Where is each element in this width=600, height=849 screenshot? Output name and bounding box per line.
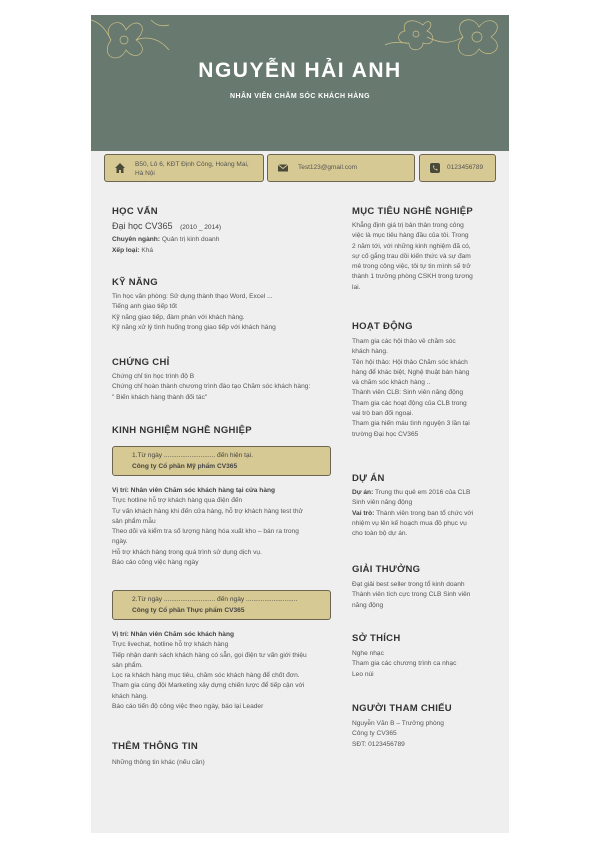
phone-icon (429, 162, 441, 174)
list-item: Báo cáo công việc hàng ngày (112, 559, 199, 567)
floral-decoration-icon (91, 15, 171, 65)
education-school-row (112, 221, 221, 233)
address-line: Hà Nội (135, 170, 155, 177)
education-heading: HỌC VẤN (112, 206, 158, 217)
list-item: Leo núi (352, 670, 374, 678)
list-item: ngày. (112, 538, 128, 546)
objective-heading: MỤC TIÊU NGHỀ NGHIỆP (352, 206, 474, 217)
job-period-box (112, 590, 331, 620)
references-heading: NGƯỜI THAM CHIẾU (352, 703, 452, 714)
list-item: Lọc ra khách hàng mục tiêu, chăm sóc khách hàng để chốt đơn. (112, 672, 300, 680)
list-item: " Biến khách hàng thành đối tác" (112, 393, 208, 401)
list-item: Tin học văn phòng: Sử dụng thành thạo Word, Excel ... (112, 293, 273, 300)
activities-heading: HOẠT ĐỘNG (352, 321, 413, 332)
list-item: khách hàng. (112, 692, 148, 700)
list-item: Trực livechat, hotline hỗ trợ khách hàng (112, 641, 229, 649)
job-company: Công ty Cổ phần Thực phẩm CV365 (132, 607, 245, 614)
hobbies-text (352, 649, 456, 680)
list-item: Tiếng anh giao tiếp tốt (112, 303, 178, 311)
list-item: Trực hotline hỗ trợ khách hàng qua điện đến (112, 497, 243, 505)
resume-page (91, 15, 509, 833)
projects-text: Dự án: Trung thu quê em 2016 của CLB Sinh viên năng động Vai trò: Thành viên trong ban tổ chức với nhiệm vụ lên kế hoạch mua đồ phục vụ cho toàn bộ dự án. (352, 489, 474, 538)
phone-text[interactable]: 0123456789 (447, 164, 484, 171)
education-major: Chuyên ngành: Quản trị kinh doanh (112, 236, 220, 243)
school-years: (2010 _ 2014) (180, 224, 222, 231)
job-period: 1.Từ ngày ............................ đến hiện tại. (132, 452, 253, 459)
activities-text: Tham gia các hội thảo về chăm sóc khách hàng. Tên hội thảo: Hội thảo Chăm sóc khách hàng để khác biệt, Nghệ thuật bán hàng và chăm sóc khách hàng .. Thành viên CLB: Sinh viên năng động Tham gia các hoạt động của CLB trong vai trò ban đối ngoại. Tham gia hiến máu tình nguyện 3 lần tại trường Đại học CV365 (352, 338, 470, 438)
list-item: Kỹ năng giao tiếp, đàm phán với khách hàng. (112, 313, 245, 321)
contact-email (267, 154, 415, 182)
job-period-box (112, 446, 331, 476)
list-item: sản phẩm. (112, 661, 143, 669)
more-info-heading: THÊM THÔNG TIN (112, 741, 198, 752)
list-item: sản phẩm mẫu (112, 517, 156, 525)
candidate-name: NGUYỄN HẢI ANH (198, 59, 402, 82)
list-item: Theo dõi và kiểm tra số lượng hàng hóa xuất kho – bán ra trong (112, 528, 299, 536)
contact-phone (419, 154, 496, 182)
email-text[interactable]: Test123@gmail.com (298, 164, 357, 171)
list-item: Chứng chỉ hoàn thành chương trình đào tạo Chăm sóc khách hàng: (112, 383, 311, 391)
job-details (112, 630, 307, 712)
job-period: 2.Từ ngày ............................ đến ngày ............................ (132, 596, 298, 603)
list-item: Tham gia các chương trình ca nhạc (352, 660, 457, 668)
resume-header (91, 15, 509, 151)
floral-decoration-icon (383, 15, 509, 63)
school-name: Đại học CV365 (112, 221, 173, 231)
certificates-heading: CHỨNG CHỈ (112, 357, 170, 368)
hobbies-heading: SỞ THÍCH (352, 633, 401, 644)
skills-list (112, 292, 276, 333)
list-item: Chứng chỉ tin học trình độ B (112, 373, 195, 380)
mail-icon (277, 162, 289, 174)
job-position: Vị trí: Nhân viên Chăm sóc khách hàng (112, 631, 235, 638)
skills-heading: KỸ NĂNG (112, 277, 158, 288)
list-item: Kỹ năng xử lý tình huống trong giao tiếp với khách hàng (112, 323, 276, 331)
home-icon (114, 162, 126, 174)
objective-text: Khẳng định giá trị bản thân trong công việc là mục tiêu hàng đầu của tôi. Trong 2 năm tới, với những kinh nghiệm đã có, sự cố gắng trau dồi kiến thức và sự đam mê trong công việc, tôi tự tin mình sẽ trở thành 1 trưởng phòng CSKH trong tương lai. (352, 222, 473, 291)
contact-address (104, 154, 264, 182)
experience-heading: KINH NGHIỆM NGHỀ NGHIỆP (112, 425, 252, 436)
list-item: Tiếp nhận danh sách khách hàng có sẵn, gọi điện tư vấn giới thiệu (112, 651, 307, 659)
more-info-text: Những thông tin khác (nếu cần) (112, 759, 205, 766)
list-item: Hỗ trợ khách hàng trong quá trình sử dụng dịch vụ. (112, 548, 262, 556)
awards-heading: GIẢI THƯỞNG (352, 564, 421, 575)
awards-text: Đạt giải best seller trong tổ kinh doanh Thành viên tích cực trong CLB Sinh viên năng động (352, 581, 471, 609)
job-position: Vị trí: Nhân viên Chăm sóc khách hàng tại cửa hàng (112, 487, 276, 494)
job-title: NHÂN VIÊN CHĂM SÓC KHÁCH HÀNG (230, 93, 370, 100)
certificates-list (112, 372, 310, 403)
address-line: B50, Lô 6, KĐT Định Công, Hoàng Mai, (135, 161, 249, 168)
projects-heading: DỰ ÁN (352, 473, 385, 484)
references-text: Nguyễn Văn B – Trưởng phòng Công ty CV365 SĐT: 0123456789 (352, 720, 444, 748)
list-item: Nghe nhạc (352, 650, 384, 657)
job-details (112, 486, 303, 568)
list-item: Tư vấn khách hàng khi đến cửa hàng, hỗ trợ khách hàng test thử (112, 507, 303, 515)
education-rank: Xếp loại: Khá (112, 247, 154, 254)
list-item: Tham gia cùng đội Marketing xây dựng chiến lược để tiếp cận với (112, 682, 305, 690)
list-item: Báo cáo tiến độ công việc theo ngày, báo lại Leader (112, 703, 264, 711)
job-company: Công ty Cổ phần Mỹ phẩm CV365 (132, 463, 238, 470)
